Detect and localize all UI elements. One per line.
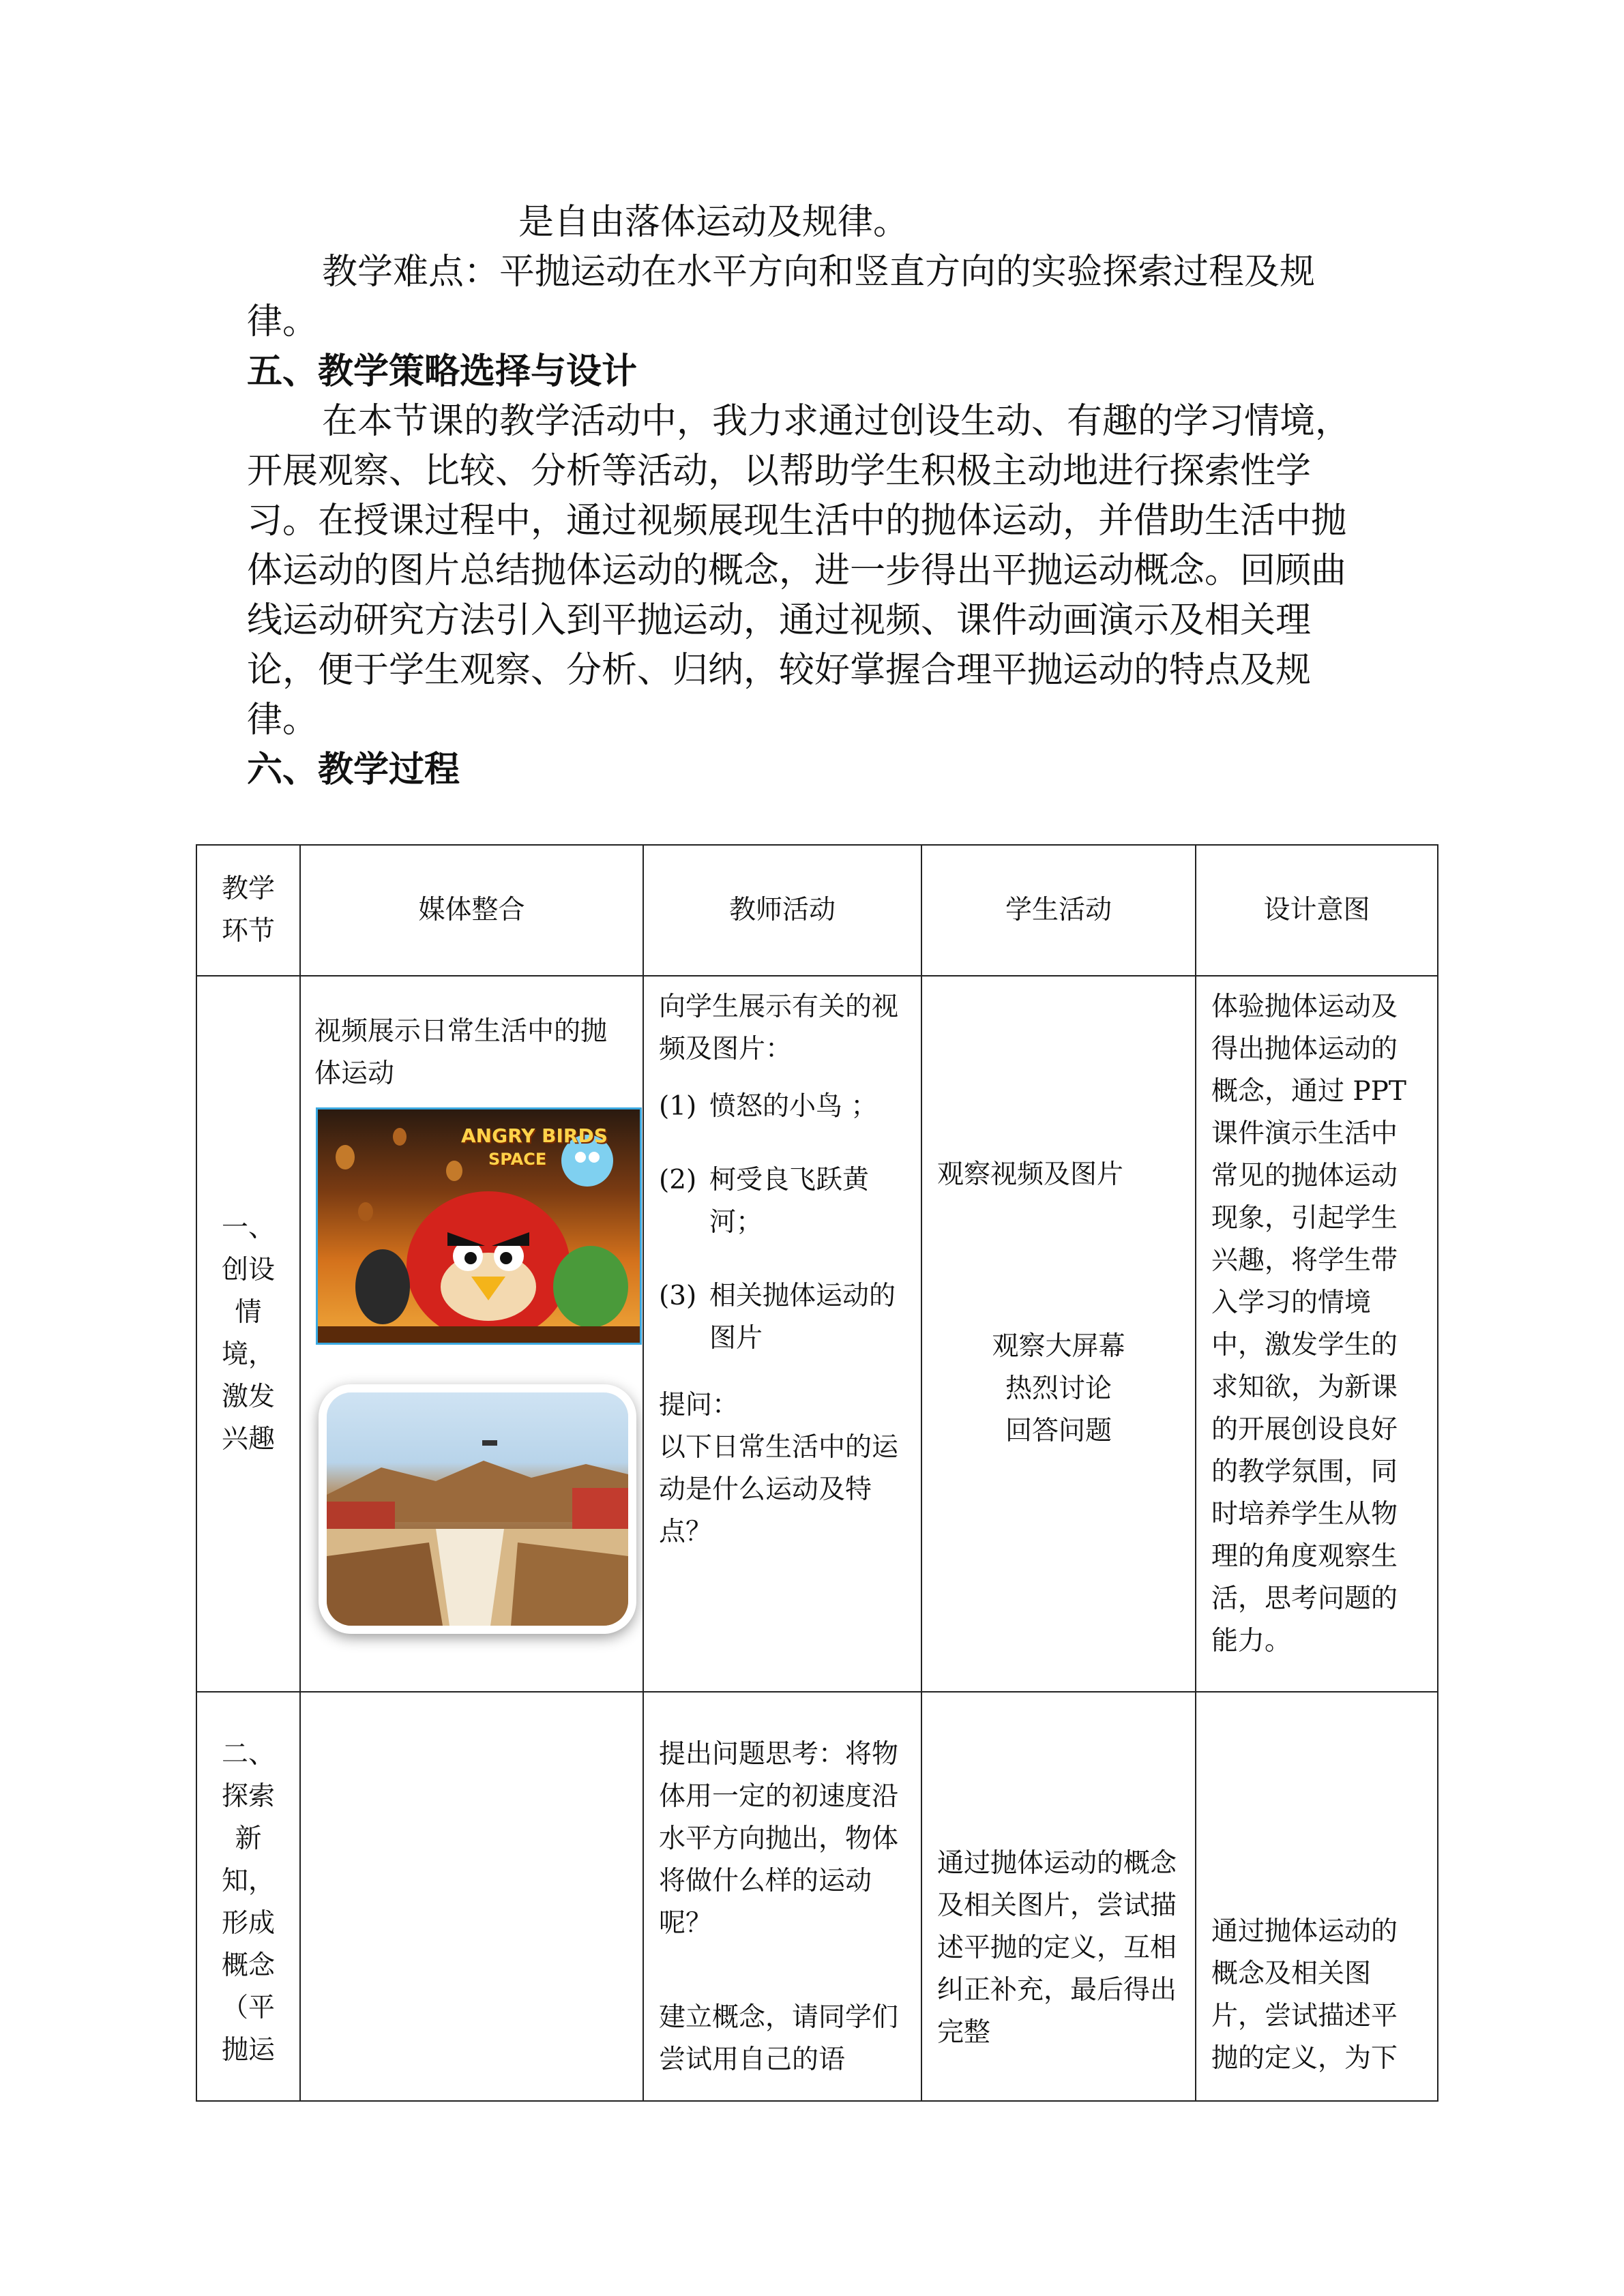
row1-student bbox=[921, 976, 1196, 1692]
row1-teacher bbox=[643, 976, 921, 1692]
table-row bbox=[196, 976, 1438, 1692]
header-stage-line2: 环节 bbox=[221, 916, 275, 946]
angry-birds-image bbox=[314, 1107, 643, 1345]
list-item bbox=[659, 1086, 906, 1128]
header-stage bbox=[196, 845, 300, 976]
row2-stage-line: 新 bbox=[235, 1823, 262, 1854]
row2-stage-line: 抛运 bbox=[221, 2035, 275, 2066]
prose-strategy-paragraph: 在本节课的教学活动中，我力求通过创设生动、有趣的学习情境，开展观察、比较、分析等活动，以帮助学生积极主动地进行探索性学习。在授课过程中，通过视频展现生活中的抛体运动，并借助生活中抛体运动的图片总结抛体运动的概念，进一步得出平抛运动概念。回顾曲线运动研究方法引入到平抛运动，通过视频、课件动画演示及相关理论，便于学生观察、分析、归纳，较好掌握合理平抛运动的特点及规律。 bbox=[247, 401, 1351, 741]
yellow-river-art bbox=[327, 1392, 628, 1626]
row1-media-text: 视频展示日常生活中的抛体运动 bbox=[314, 1016, 608, 1089]
teaching-process-table bbox=[196, 844, 1438, 2102]
row1-stage-line: 创设 bbox=[221, 1255, 275, 1285]
row1-stage bbox=[196, 976, 300, 1692]
prose-line-key-point-end: 是自由落体运动及规律。 bbox=[518, 202, 909, 243]
section-heading-5: 五、教学策略选择与设计 bbox=[247, 351, 638, 392]
row1-student-observe: 观察视频及图片 bbox=[937, 1159, 1124, 1190]
section-heading-6: 六、教学过程 bbox=[247, 749, 460, 790]
row2-teacher bbox=[643, 1692, 921, 2101]
row2-stage-line: 探索 bbox=[221, 1781, 275, 1812]
row1-student-answer: 回答问题 bbox=[1005, 1416, 1112, 1446]
prose-teaching-difficulty: 教学难点：平抛运动在水平方向和竖直方向的实验探索过程及规律。 bbox=[247, 252, 1316, 342]
row1-teacher-intro: 向学生展示有关的视频及图片： bbox=[659, 992, 899, 1064]
list-item bbox=[659, 1275, 906, 1360]
row1-student-discuss: 热烈讨论 bbox=[1005, 1373, 1112, 1404]
row1-student-screen: 观察大屏幕 bbox=[992, 1331, 1125, 1362]
row2-teacher-question: 提出问题思考：将物体用一定的初速度沿水平方向抛出，物体将做什么样的运动呢？ bbox=[659, 1739, 899, 1939]
angry-birds-logo-top: ANGRY BIRDS bbox=[461, 1124, 608, 1147]
header-intent: 设计意图 bbox=[1196, 845, 1438, 976]
row1-teacher-question-label: 提问： bbox=[659, 1390, 739, 1420]
row1-stage-line: 兴趣 bbox=[221, 1424, 275, 1455]
row2-stage-line: （平 bbox=[221, 1993, 275, 2023]
row2-student: 通过抛体运动的概念及相关图片，尝试描述平抛的定义，互相纠正补充，最后得出完整 bbox=[921, 1692, 1196, 2101]
row1-teacher-question: 以下日常生活中的运动是什么运动及特点？ bbox=[659, 1432, 899, 1547]
list-item-text: 相关抛体运动的图片 bbox=[709, 1281, 896, 1354]
row1-stage-line: 一、 bbox=[221, 1212, 275, 1243]
list-item bbox=[659, 1159, 906, 1244]
row2-stage-line: 形成 bbox=[221, 1908, 275, 1939]
row2-teacher-concept: 建立概念，请同学们尝试用自己的语 bbox=[659, 2002, 899, 2075]
list-item-text: 柯受良飞跃黄河； bbox=[709, 1165, 870, 1238]
angry-birds-picture bbox=[316, 1107, 642, 1345]
yellow-river-jump-image bbox=[327, 1392, 628, 1626]
row2-intent: 通过抛体运动的概念及相关图片，尝试描述平抛的定义，为下 bbox=[1196, 1692, 1438, 2101]
header-stage-line1: 教学 bbox=[221, 874, 275, 904]
row2-media bbox=[300, 1692, 643, 2101]
table-header-row bbox=[196, 845, 1438, 976]
row1-stage-line: 激发 bbox=[221, 1382, 275, 1412]
row1-media bbox=[300, 976, 643, 1692]
row1-intent: 体验抛体运动及得出抛体运动的概念，通过 PPT 课件演示生活中常见的抛体运动现象，引起学生兴趣，将学生带入学习的情境中，激发学生的求知欲，为新课的开展创设良好的教学氛围，同时培养学生从物理的角度观察生活，思考问题的能力。 bbox=[1196, 976, 1438, 1692]
row2-stage-line: 二、 bbox=[221, 1739, 275, 1770]
list-item-number: (2) bbox=[659, 1165, 697, 1195]
header-student: 学生活动 bbox=[921, 845, 1196, 976]
row2-stage bbox=[196, 1692, 300, 2101]
prose-top bbox=[247, 198, 1372, 795]
row2-stage-line: 概念 bbox=[221, 1950, 275, 1981]
row1-stage-line: 境， bbox=[221, 1339, 275, 1370]
list-item-number: (3) bbox=[659, 1281, 697, 1311]
row1-stage-line: 情 bbox=[235, 1297, 262, 1328]
list-item-text: 愤怒的小鸟 ； bbox=[709, 1091, 878, 1122]
angry-birds-logo-bottom: SPACE bbox=[488, 1150, 547, 1169]
table-row bbox=[196, 1692, 1438, 2101]
list-item-number: (1) bbox=[659, 1091, 697, 1122]
header-media: 媒体整合 bbox=[300, 845, 643, 976]
row2-stage-line: 知， bbox=[221, 1866, 275, 1896]
header-teacher: 教师活动 bbox=[643, 845, 921, 976]
